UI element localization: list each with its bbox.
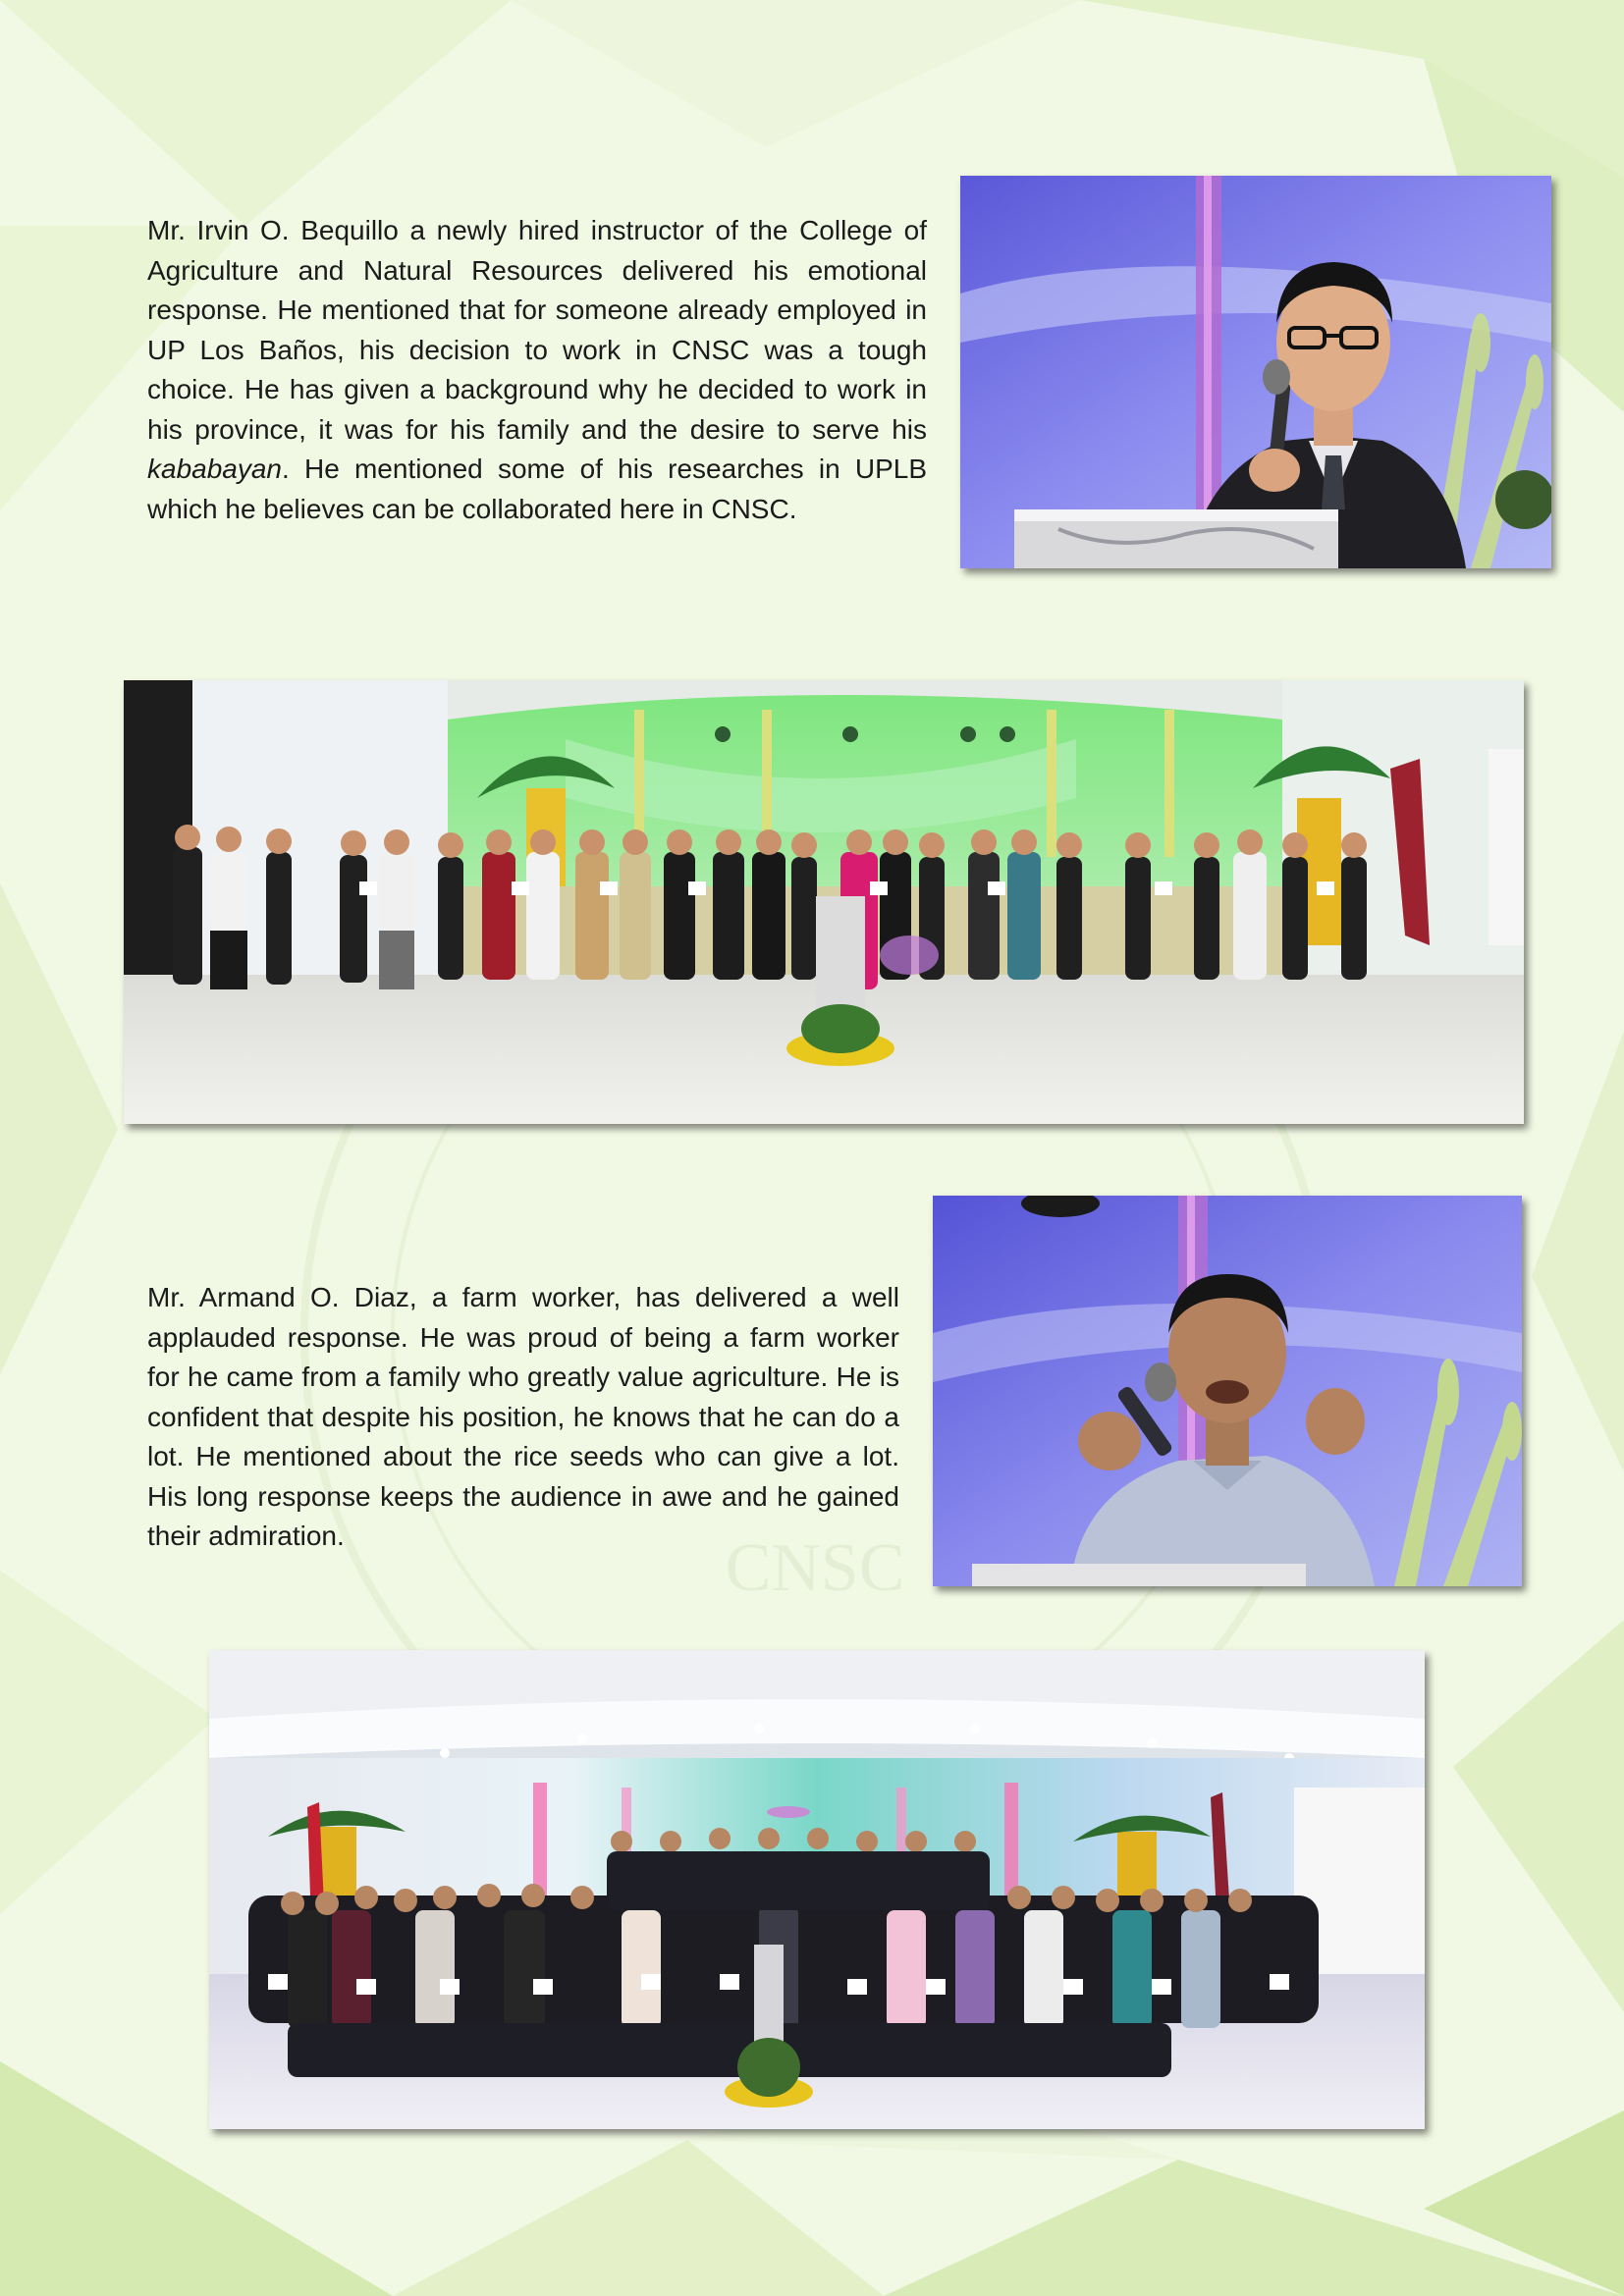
- photo-oath-taking: [124, 680, 1524, 1124]
- photo-speaker-armand: [933, 1196, 1522, 1586]
- paragraph-1-text: Mr. Irvin O. Bequillo a newly hired instructor of the College of Agriculture and Natural Resources delivered his emotional response. He mentioned that for someone already employed in UP Los Baños, his decision to work in CNSC was a tough choice. He has given a background why he decided to work in his province, it was for his family and the desire to serve his: [147, 215, 927, 445]
- paragraph-1-emphasis: kababayan: [147, 454, 283, 484]
- paragraph-irvin-bequillo: [147, 211, 927, 529]
- photo-speaker-irvin: [960, 176, 1551, 568]
- photo-group-picture: [209, 1650, 1425, 2129]
- watermark-text: CNSC: [725, 1530, 905, 1606]
- paragraph-armand-diaz: Mr. Armand O. Diaz, a farm worker, has delivered a well applauded response. He was proud of being a farm worker for he came from a family who greatly value agriculture. He is confident that despite his position, he knows that he can do a lot. He mentioned about the rice seeds who can give a lot. His long response keeps the audience in awe and he gained their admiration.: [147, 1282, 899, 1551]
- paragraph-1-text-end: . He mentioned some of his researches in UPLB which he believes can be collaborated here in CNSC.: [147, 454, 927, 524]
